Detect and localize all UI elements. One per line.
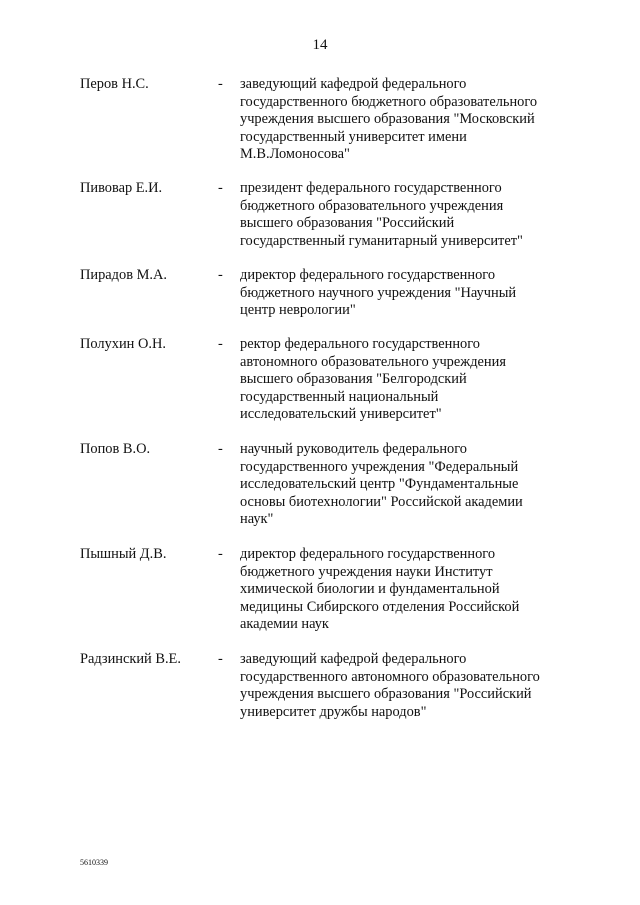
position-line: государственный гуманитарный университет" <box>240 232 523 249</box>
position-line: основы биотехнологии" Российской академии <box>240 493 523 510</box>
position-line: центр неврологии" <box>240 302 356 319</box>
position-line: заведующий кафедрой федерального <box>240 651 467 667</box>
dash-separator: - <box>218 76 223 92</box>
position-line: научный руководитель федерального <box>240 441 467 457</box>
position-line: бюджетного учреждения науки Институт <box>240 563 493 580</box>
member-name: Попов В.О. <box>80 441 151 457</box>
position-line: государственный национальный <box>240 388 439 405</box>
document-code: 5610339 <box>80 858 108 867</box>
position-line: государственный университет имени <box>240 128 467 145</box>
position-line: бюджетного научного учреждения "Научный <box>240 284 517 301</box>
position-line: исследовательский центр "Фундаментальные <box>240 476 519 493</box>
member-position <box>240 441 570 529</box>
member-name: Радзинский В.Е. <box>80 651 181 667</box>
position-line: ректор федерального государственного <box>240 336 480 352</box>
dash-separator: - <box>218 651 223 667</box>
member-name: Пивовар Е.И. <box>80 180 163 196</box>
dash-separator: - <box>218 180 223 196</box>
dash-separator: - <box>218 441 223 457</box>
member-name: Перов Н.С. <box>80 76 149 92</box>
dash-separator: - <box>218 336 223 352</box>
position-line: автономного образовательного учреждения <box>240 353 506 370</box>
member-name: Пирадов М.А. <box>80 267 167 283</box>
position-line: бюджетного образовательного учреждения <box>240 197 504 214</box>
member-name: Пышный Д.В. <box>80 546 167 562</box>
member-position <box>240 267 570 320</box>
position-line: учреждения высшего образования "Российский <box>240 686 532 703</box>
position-line: университет дружбы народов" <box>240 703 427 720</box>
position-line: директор федерального государственного <box>240 267 496 283</box>
member-position <box>240 651 570 721</box>
position-line: высшего образования "Белгородский <box>240 371 467 388</box>
position-line: заведующий кафедрой федерального <box>240 76 467 92</box>
dash-separator: - <box>218 546 223 562</box>
position-line: наук" <box>240 511 274 528</box>
position-line: исследовательский университет" <box>240 406 442 423</box>
position-line: химической биологии и фундаментальной <box>240 581 500 598</box>
page-number: 14 <box>312 37 328 53</box>
position-line: высшего образования "Российский <box>240 215 455 232</box>
position-line: государственного автономного образовательного <box>240 668 540 685</box>
position-line: академии наук <box>240 616 329 633</box>
member-position <box>240 546 570 634</box>
position-line: медицины Сибирского отделения Российской <box>240 598 520 615</box>
position-line: государственного бюджетного образовательного <box>240 93 538 110</box>
position-line: президент федерального государственного <box>240 180 502 196</box>
member-position <box>240 336 570 424</box>
dash-separator: - <box>218 267 223 283</box>
position-line: М.В.Ломоносова" <box>240 146 350 163</box>
member-name: Полухин О.Н. <box>80 336 166 352</box>
member-position <box>240 76 570 164</box>
member-position <box>240 180 570 250</box>
position-line: государственного учреждения "Федеральный <box>240 458 519 475</box>
position-line: директор федерального государственного <box>240 546 496 562</box>
position-line: учреждения высшего образования "Московский <box>240 111 535 128</box>
